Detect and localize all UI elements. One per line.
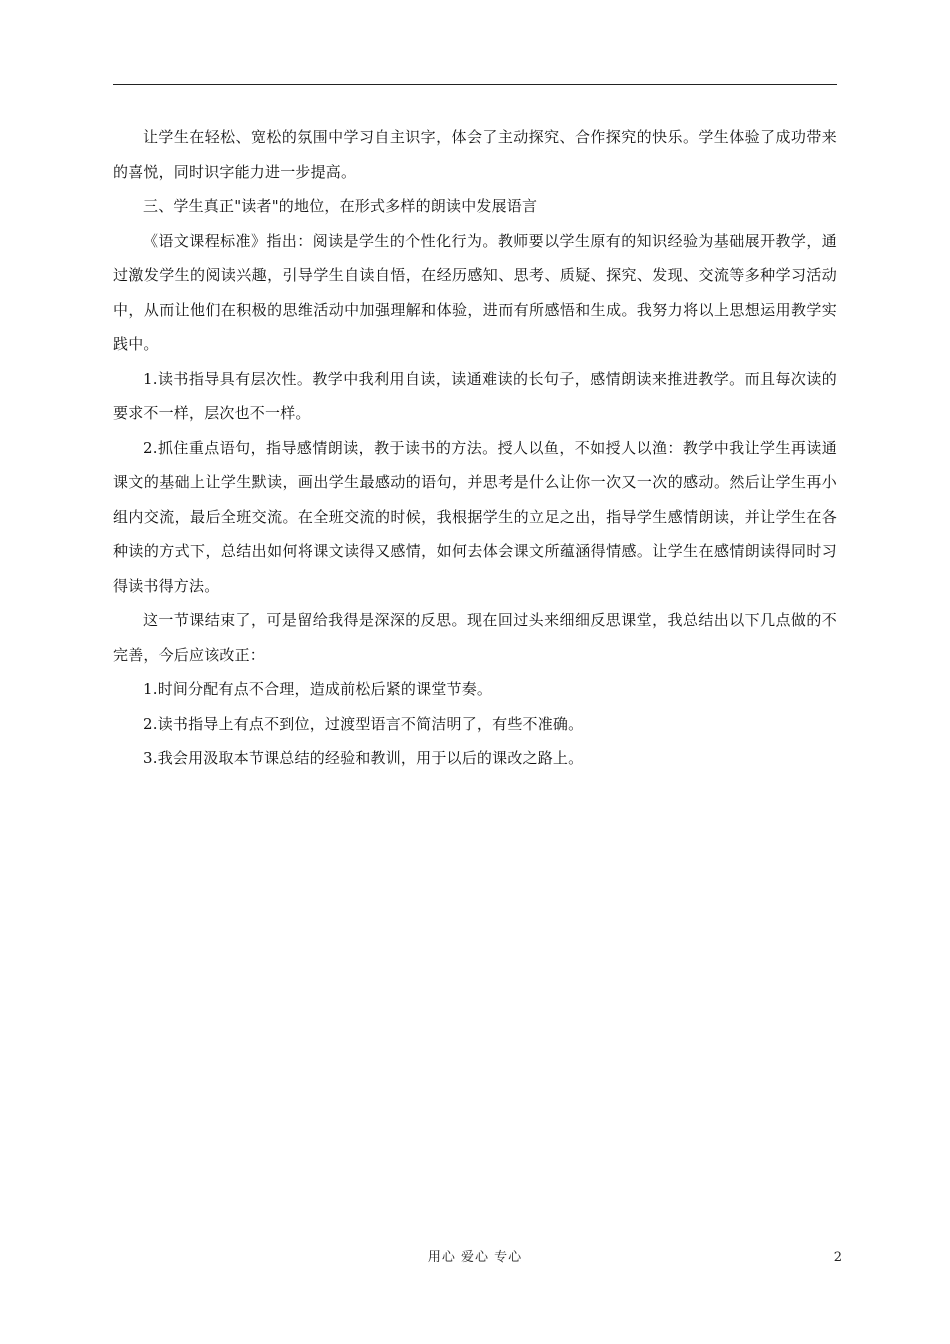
footer-motto: 用心 爱心 专心 bbox=[427, 1250, 523, 1265]
section-heading: 三、学生真正"读者"的地位，在形式多样的朗读中发展语言 bbox=[143, 197, 538, 215]
page-number: 2 bbox=[833, 1250, 842, 1265]
list-item: 3.我会用汲取本节课总结的经验和教训，用于以后的课改之路上。 bbox=[143, 749, 584, 767]
header-rule bbox=[113, 84, 837, 85]
paragraph: 《语文课程标准》指出：阅读是学生的个性化行为。教师要以学生原有的知识经验为基础展开教学，通过激发学生的阅读兴趣，引导学生自读自悟，在经历感知、思考、质疑、探究、发现、交流等多种学习活动中，从而让他们在积极的思维活动中加强理解和体验，进而有所感悟和生成。我努力将以上思想运用教学实践中。 bbox=[113, 231, 837, 353]
list-item: 1.时间分配有点不合理，造成前松后紧的课堂节奏。 bbox=[143, 680, 493, 698]
document-body bbox=[113, 120, 837, 776]
paragraph: 让学生在轻松、宽松的氛围中学习自主识字，体会了主动探究、合作探究的快乐。学生体验了成功带来的喜悦，同时识字能力进一步提高。 bbox=[113, 128, 837, 181]
list-item: 2.抓住重点语句，指导感情朗读，教于读书的方法。授人以鱼，不如授人以渔：教学中我让学生再读通课文的基础上让学生默读，画出学生最感动的语句，并思考是什么让你一次又一次的感动。然后让学生再小组内交流，最后全班交流。在全班交流的时候，我根据学生的立足之出，指导学生感情朗读，并让学生在各种读的方式下，总结出如何将课文读得又感情，如何去体会课文所蕴涵得情感。让学生在感情朗读得同时习得读书得方法。 bbox=[113, 438, 837, 595]
list-item: 2.读书指导上有点不到位，过渡型语言不简洁明了，有些不准确。 bbox=[143, 714, 584, 733]
list-item: 1.读书指导具有层次性。教学中我利用自读，读通难读的长句子，感情朗读来推进教学。而且每次读的要求不一样，层次也不一样。 bbox=[113, 369, 837, 422]
paragraph: 这一节课结束了，可是留给我得是深深的反思。现在回过头来细细反思课堂，我总结出以下几点做的不完善，今后应该改正： bbox=[113, 611, 837, 664]
